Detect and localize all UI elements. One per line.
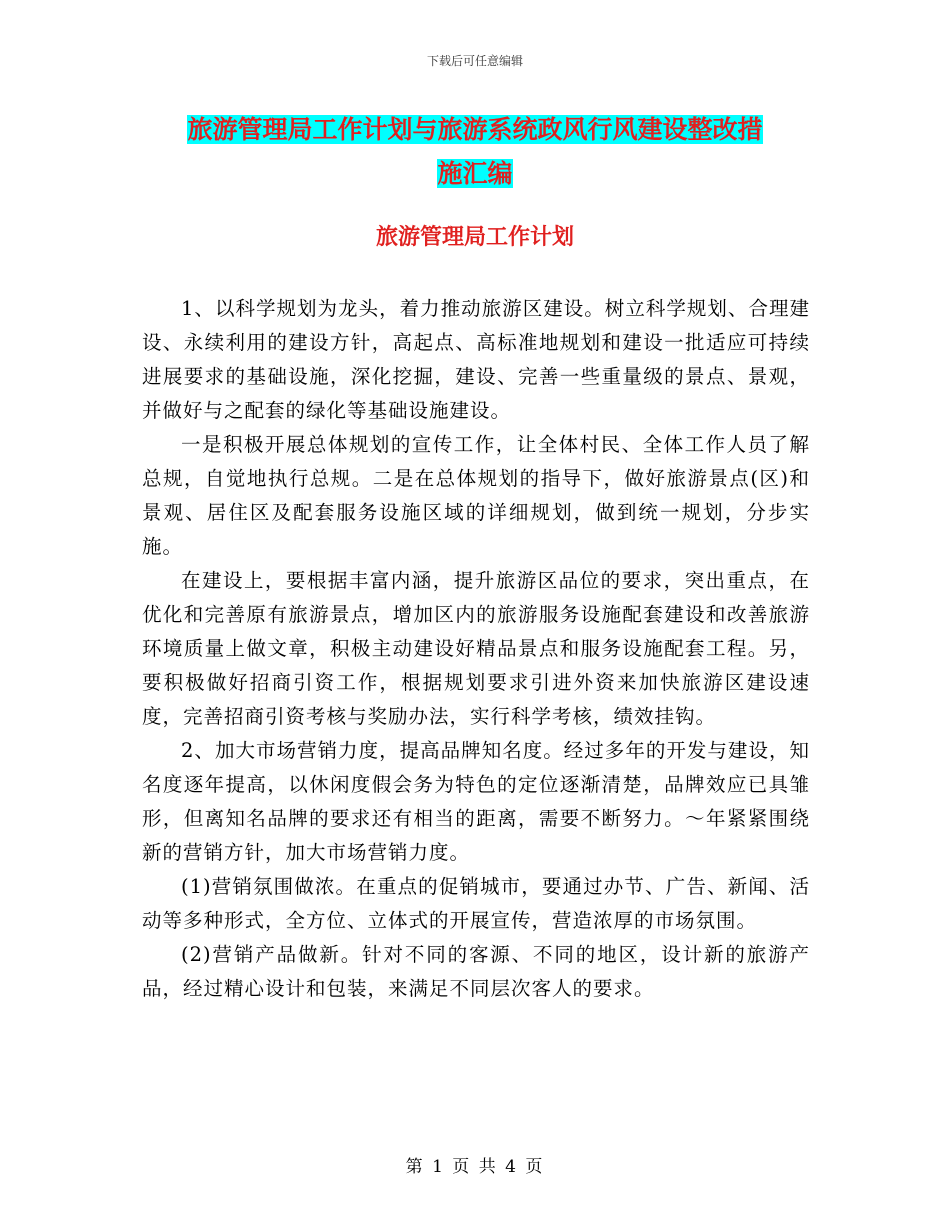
document-body [142,292,810,1006]
section-heading: 旅游管理局工作计划 [375,225,574,250]
page-header-note: 下载后可任意编辑 [426,54,523,68]
page-number-footer: 第 1 页 共 4 页 [405,1157,545,1177]
document-title-line-1: 旅游管理局工作计划与旅游系统政风行风建设整改措 [187,115,763,144]
paragraph: (2)营销产品做新。针对不同的客源、不同的地区，设计新的旅游产品，经过精心设计和包装，来满足不同层次客人的要求。 [142,943,810,1000]
paragraph: 1、以科学规划为龙头，着力推动旅游区建设。树立科学规划、合理建设、永续利用的建设方针，高起点、高标准地规划和建设一批适应可持续进展要求的基础设施，深化挖掘，建设、完善一些重量级的景点、景观，并做好与之配套的绿化等基础设施建设。 [142,297,810,422]
paragraph: 一是积极开展总体规划的宣传工作，让全体村民、全体工作人员了解总规，自觉地执行总规。二是在总体规划的指导下，做好旅游景点(区)和景观、居住区及配套服务设施区域的详细规划，做到统一规划，分步实施。 [142,433,810,558]
paragraph: 2、加大市场营销力度，提高品牌知名度。经过多年的开发与建设，知名度逐年提高，以休闲度假会务为特色的定位逐渐清楚，品牌效应已具雏形，但离知名品牌的要求还有相当的距离，需要不断努力。～年紧紧围绕新的营销方针，加大市场营销力度。 [142,739,810,864]
paragraph: (1)营销氛围做浓。在重点的促销城市，要通过办节、广告、新闻、活动等多种形式，全方位、立体式的开展宣传，营造浓厚的市场氛围。 [142,875,810,932]
paragraph: 在建设上，要根据丰富内涵，提升旅游区品位的要求，突出重点，在优化和完善原有旅游景点，增加区内的旅游服务设施配套建设和改善旅游环境质量上做文章，积极主动建设好精品景点和服务设施配套工程。另，要积极做好招商引资工作，根据规划要求引进外资来加快旅游区建设速度，完善招商引资考核与奖励办法，实行科学考核，绩效挂钩。 [142,569,810,728]
document-title-line-2: 施汇编 [437,159,513,188]
document-title [140,108,810,196]
